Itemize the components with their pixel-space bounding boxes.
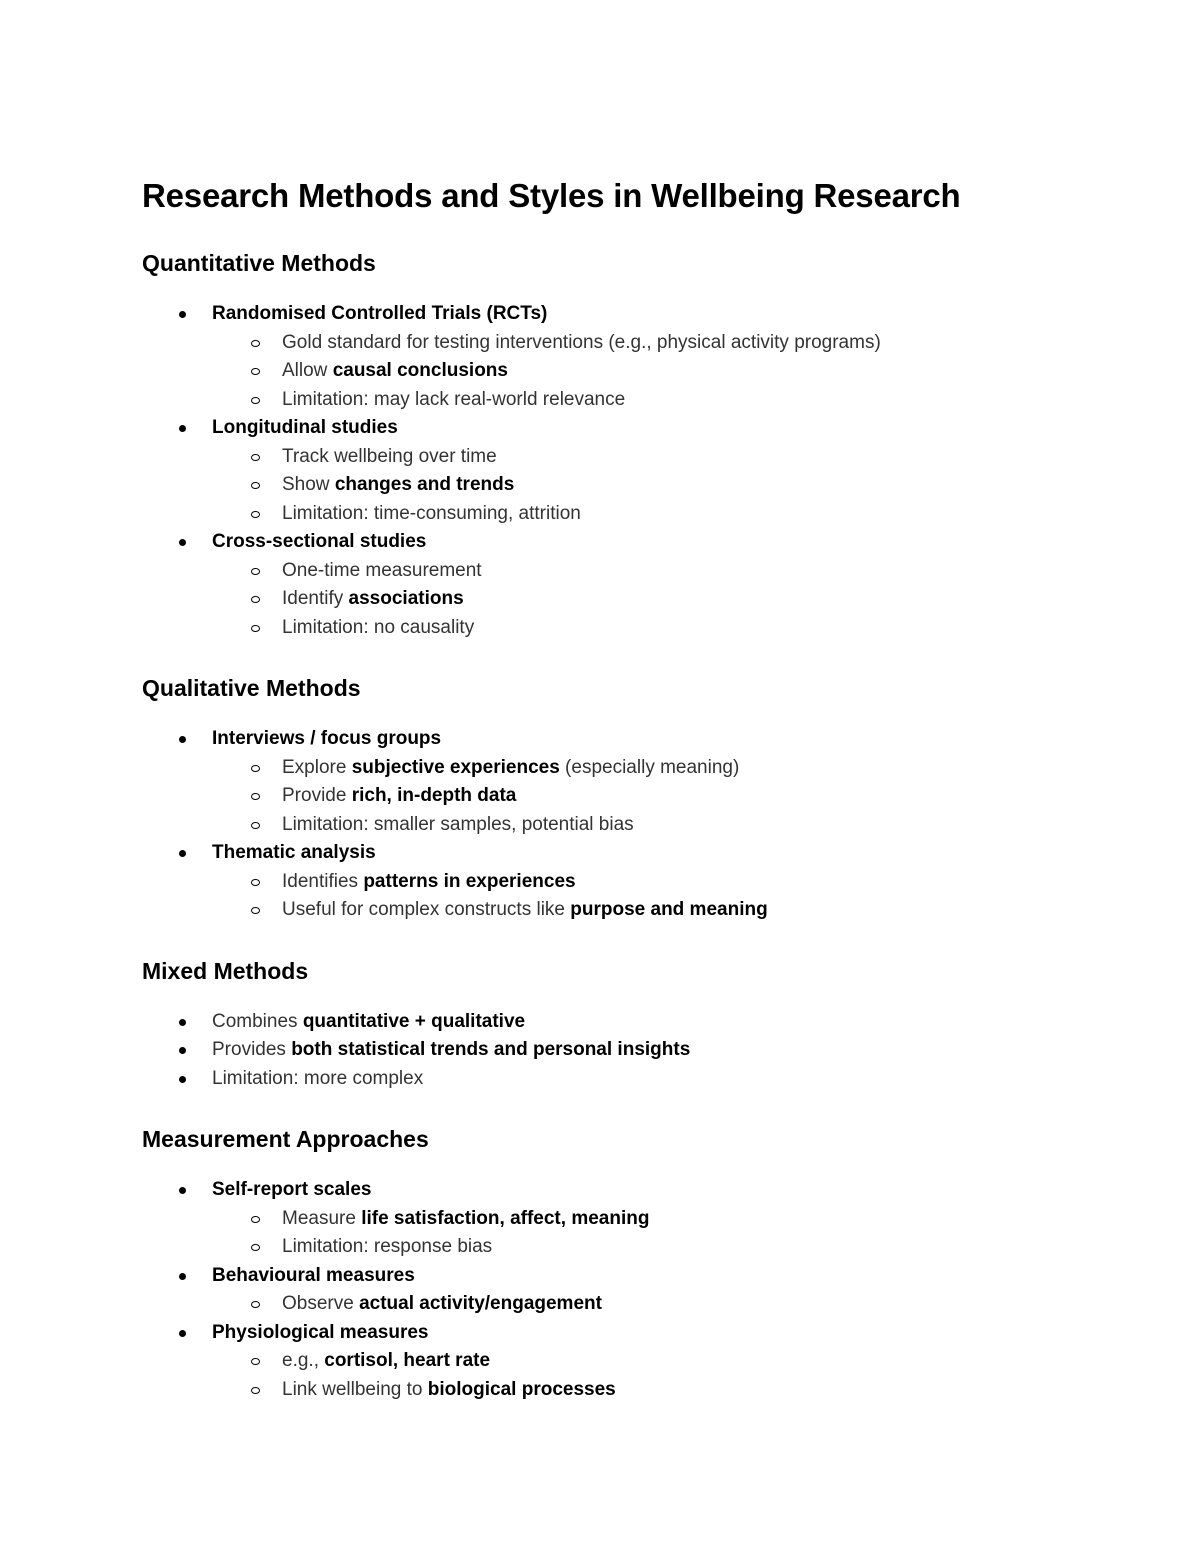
circle-bullet-icon bbox=[251, 340, 260, 347]
sub-list-item bbox=[212, 557, 1102, 586]
text-run: Useful for complex constructs like bbox=[282, 899, 571, 920]
bullet-list bbox=[142, 300, 1102, 642]
list-item-row bbox=[212, 1176, 1102, 1205]
bold-text: associations bbox=[348, 588, 464, 609]
list-item bbox=[142, 1319, 1102, 1405]
sub-list-item bbox=[212, 1376, 1102, 1405]
sub-list-item bbox=[212, 896, 1102, 925]
sub-list bbox=[212, 868, 1102, 925]
bullet-icon bbox=[179, 1047, 186, 1054]
bold-text: patterns in experiences bbox=[363, 870, 576, 892]
section-heading: Qualitative Methods bbox=[142, 675, 361, 701]
list-item bbox=[142, 528, 1102, 642]
sub-list-item bbox=[212, 386, 1102, 415]
bullet-icon bbox=[179, 539, 186, 546]
circle-bullet-icon bbox=[251, 822, 260, 829]
list-item-row bbox=[212, 1036, 1102, 1065]
section-heading: Quantitative Methods bbox=[142, 250, 376, 276]
list-item-row bbox=[212, 300, 1102, 329]
circle-bullet-icon bbox=[251, 368, 260, 375]
bold-text: rich, in-depth data bbox=[351, 785, 517, 806]
list-item-label: Cross-sectional studies bbox=[212, 531, 427, 552]
sub-list bbox=[212, 754, 1102, 840]
bullet-icon bbox=[179, 850, 186, 857]
text-run: Track wellbeing over time bbox=[282, 445, 497, 467]
bold-text: causal conclusions bbox=[332, 360, 508, 381]
document-content bbox=[142, 174, 1102, 1404]
sub-list bbox=[212, 1205, 1102, 1262]
sections-container bbox=[142, 248, 1102, 1404]
list-item bbox=[142, 414, 1102, 528]
text-run: (especially meaning) bbox=[559, 756, 740, 778]
list-item-label: Thematic analysis bbox=[212, 842, 376, 863]
bullet-icon bbox=[179, 1273, 186, 1280]
sub-list-item bbox=[212, 471, 1102, 500]
bullet-icon bbox=[179, 1076, 186, 1083]
text-run: Provide bbox=[282, 785, 352, 806]
bullet-icon bbox=[179, 425, 186, 432]
bold-text: changes and trends bbox=[334, 474, 515, 495]
circle-bullet-icon bbox=[251, 482, 260, 489]
list-item-label: Randomised Controlled Trials (RCTs) bbox=[212, 303, 548, 324]
circle-bullet-icon bbox=[251, 568, 260, 575]
circle-bullet-icon bbox=[251, 1216, 260, 1223]
bullet-list bbox=[142, 725, 1102, 925]
sub-list-item bbox=[212, 811, 1102, 840]
sub-list bbox=[212, 557, 1102, 643]
text-run: Measure bbox=[282, 1207, 362, 1229]
list-item bbox=[142, 300, 1102, 414]
list-item bbox=[142, 839, 1102, 925]
list-item-row bbox=[212, 1065, 1102, 1094]
text-run: Identifies bbox=[282, 870, 364, 892]
sub-list-item bbox=[212, 1205, 1102, 1234]
sub-list-item bbox=[212, 1233, 1102, 1262]
sub-list-item bbox=[212, 585, 1102, 614]
text-run: Provides bbox=[212, 1039, 292, 1060]
sub-list-item bbox=[212, 782, 1102, 811]
sub-list-item bbox=[212, 443, 1102, 472]
section-heading: Mixed Methods bbox=[142, 957, 309, 984]
circle-bullet-icon bbox=[251, 625, 260, 632]
text-run: e.g., bbox=[282, 1350, 325, 1371]
circle-bullet-icon bbox=[251, 1358, 260, 1365]
text-run: Limitation: time-consuming, attrition bbox=[282, 502, 581, 524]
bold-text: purpose and meaning bbox=[570, 899, 768, 920]
bullet-icon bbox=[179, 1019, 186, 1026]
sub-list-item bbox=[212, 500, 1102, 529]
bold-text: actual activity/engagement bbox=[359, 1293, 602, 1314]
bullet-list bbox=[142, 1176, 1102, 1404]
sub-list-item bbox=[212, 329, 1102, 358]
list-item bbox=[142, 725, 1102, 839]
sub-list-item bbox=[212, 1290, 1102, 1319]
list-item bbox=[142, 1262, 1102, 1319]
list-item bbox=[142, 1065, 1102, 1094]
circle-bullet-icon bbox=[251, 1244, 260, 1251]
bold-text: cortisol, heart rate bbox=[324, 1350, 491, 1371]
sub-list-item bbox=[212, 614, 1102, 643]
list-item bbox=[142, 1176, 1102, 1262]
section bbox=[142, 1124, 1102, 1404]
sub-list bbox=[212, 1347, 1102, 1404]
list-item-row bbox=[212, 725, 1102, 754]
sub-list bbox=[212, 1290, 1102, 1319]
circle-bullet-icon bbox=[251, 907, 260, 914]
bullet-icon bbox=[179, 1330, 186, 1337]
bold-text: quantitative + qualitative bbox=[302, 1010, 526, 1032]
text-run: One-time measurement bbox=[282, 559, 482, 581]
bold-text: subjective experiences bbox=[351, 756, 560, 778]
list-item bbox=[142, 1008, 1102, 1037]
sub-list-item bbox=[212, 1347, 1102, 1376]
circle-bullet-icon bbox=[251, 1387, 260, 1394]
text-run: Limitation: smaller samples, potential bias bbox=[282, 813, 634, 835]
circle-bullet-icon bbox=[251, 397, 260, 404]
text-run: Observe bbox=[282, 1293, 360, 1314]
sub-list bbox=[212, 329, 1102, 415]
text-run: Limitation: may lack real-world relevance bbox=[282, 388, 626, 410]
sub-list-item bbox=[212, 868, 1102, 897]
text-run: Limitation: no causality bbox=[282, 616, 475, 638]
list-item-label: Physiological measures bbox=[212, 1321, 429, 1343]
list-item-label: Longitudinal studies bbox=[212, 417, 398, 438]
page-title: Research Methods and Styles in Wellbeing Research bbox=[142, 177, 961, 214]
list-item-row bbox=[212, 414, 1102, 443]
circle-bullet-icon bbox=[251, 454, 260, 461]
list-item-row bbox=[212, 1262, 1102, 1291]
bullet-icon bbox=[179, 1187, 186, 1194]
sub-list-item bbox=[212, 357, 1102, 386]
list-item-row bbox=[212, 1319, 1102, 1348]
section-heading: Measurement Approaches bbox=[142, 1126, 429, 1152]
circle-bullet-icon bbox=[251, 596, 260, 603]
text-run: Explore bbox=[282, 756, 352, 778]
list-item-row bbox=[212, 528, 1102, 557]
text-run: Show bbox=[282, 474, 335, 495]
list-item-row bbox=[212, 839, 1102, 868]
section bbox=[142, 248, 1102, 642]
section bbox=[142, 956, 1102, 1094]
text-run: Limitation: response bias bbox=[282, 1236, 493, 1257]
list-item-label: Behavioural measures bbox=[212, 1264, 415, 1286]
bold-text: both statistical trends and personal insights bbox=[291, 1039, 691, 1060]
bullet-icon bbox=[179, 311, 186, 318]
list-item-row bbox=[212, 1008, 1102, 1037]
bullet-icon bbox=[179, 736, 186, 743]
circle-bullet-icon bbox=[251, 879, 260, 886]
bold-text: biological processes bbox=[427, 1378, 616, 1400]
bullet-list bbox=[142, 1008, 1102, 1094]
text-run: Identify bbox=[282, 588, 349, 609]
sub-list bbox=[212, 443, 1102, 529]
bold-text: life satisfaction, affect, meaning bbox=[361, 1207, 650, 1229]
circle-bullet-icon bbox=[251, 793, 260, 800]
text-run: Gold standard for testing interventions (e.g., physical activity programs) bbox=[282, 331, 881, 353]
sub-list-item bbox=[212, 754, 1102, 783]
list-item-label: Interviews / focus groups bbox=[212, 728, 442, 749]
text-run: Combines bbox=[212, 1010, 303, 1032]
text-run: Limitation: more complex bbox=[212, 1067, 424, 1089]
text-run: Allow bbox=[282, 360, 333, 381]
circle-bullet-icon bbox=[251, 765, 260, 772]
text-run: Link wellbeing to bbox=[282, 1378, 428, 1400]
list-item-label: Self-report scales bbox=[212, 1179, 372, 1200]
section bbox=[142, 673, 1102, 925]
circle-bullet-icon bbox=[251, 1301, 260, 1308]
list-item bbox=[142, 1036, 1102, 1065]
circle-bullet-icon bbox=[251, 511, 260, 518]
